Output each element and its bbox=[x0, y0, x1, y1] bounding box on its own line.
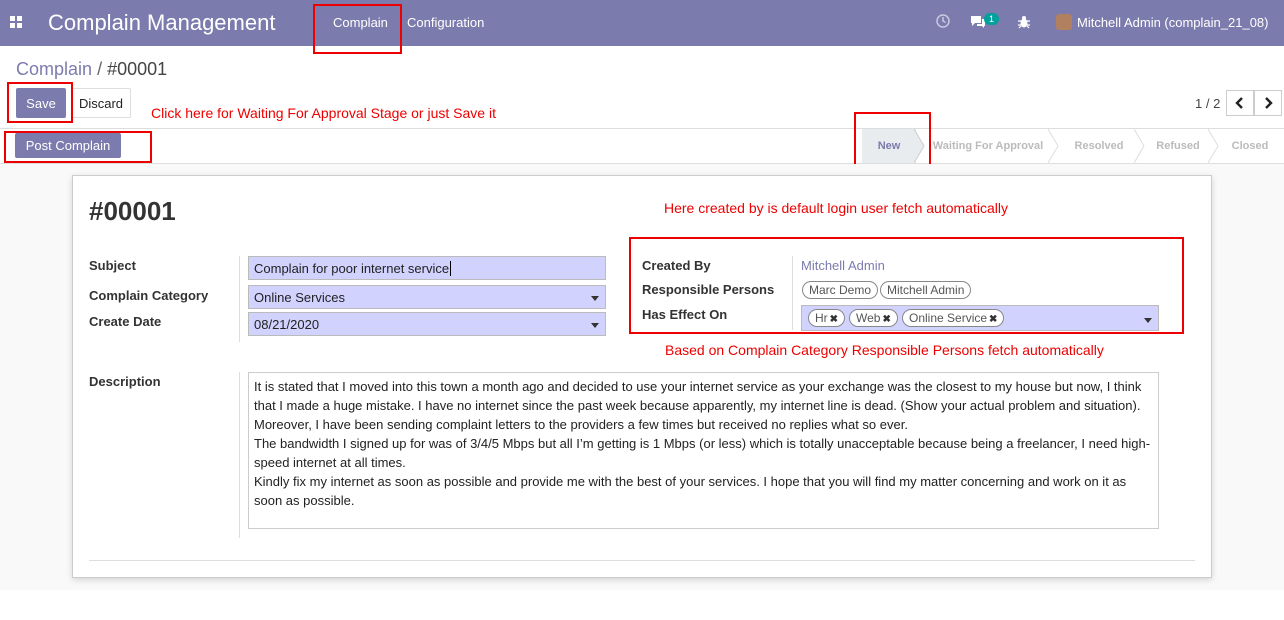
subject-input[interactable] bbox=[248, 256, 606, 280]
stage-arrow bbox=[1208, 129, 1220, 163]
category-select[interactable] bbox=[248, 285, 606, 309]
description-textarea[interactable]: It is stated that I moved into this town a month ago and decided to use your internet service as your exchange was the closest to my house but now, I think that I made a huge mistake. I have no internet since the past week because apparently, my internet line is dead. (Show your actual problem and situation). Moreover, I have been sending complaint letters to the providers a few times but received no replies what so ever. The bandwidth I signed up for was of 3/4/5 Mbps but all I’m getting is 1 Mbps (or less) which is totally unacceptable because being a freelancer, I need high-speed internet at all times. Kindly fix my internet as soon as possible and provide me with the best of your services. I hope that you will find my matter concerning and work on it as soon as possible. bbox=[248, 372, 1159, 529]
stage-arrow bbox=[1134, 129, 1146, 163]
chevron-down-icon bbox=[591, 323, 599, 328]
user-avatar[interactable] bbox=[1056, 14, 1072, 30]
field-divider bbox=[239, 256, 240, 342]
record-title: #00001 bbox=[89, 196, 176, 226]
effect-tag-label: Hr bbox=[815, 311, 828, 325]
field-divider bbox=[239, 372, 240, 538]
effect-tag[interactable] bbox=[808, 309, 845, 327]
effect-tag-label: Web bbox=[856, 311, 881, 325]
stage-arrow bbox=[914, 129, 926, 163]
responsible-tag[interactable] bbox=[880, 281, 971, 299]
post-complain-button[interactable]: Post Complain bbox=[15, 133, 121, 158]
chevron-down-icon bbox=[1144, 318, 1152, 323]
responsible-persons-label: Responsible Persons bbox=[642, 282, 775, 297]
create-date-value: 08/21/2020 bbox=[254, 317, 320, 332]
sheet-divider bbox=[89, 560, 1195, 561]
menu-configuration[interactable]: Configuration bbox=[407, 15, 485, 30]
category-label: Complain Category bbox=[89, 288, 209, 303]
stage-new[interactable]: New bbox=[862, 129, 916, 163]
pager-next-button[interactable] bbox=[1254, 90, 1282, 116]
remove-tag-icon[interactable]: ✖ bbox=[829, 314, 839, 325]
effect-tag[interactable] bbox=[849, 309, 898, 327]
responsible-tag[interactable] bbox=[802, 281, 878, 299]
stage-arrow bbox=[1048, 129, 1060, 163]
save-annotation: Click here for Waiting For Approval Stage or just Save it bbox=[151, 105, 496, 121]
breadcrumb-separator: / bbox=[97, 59, 103, 79]
user-menu[interactable]: Mitchell Admin (complain_21_08) bbox=[1077, 15, 1269, 30]
create-date-input[interactable] bbox=[248, 312, 606, 336]
menu-complain[interactable]: Complain bbox=[333, 15, 388, 30]
chatter-area bbox=[0, 590, 1284, 620]
chevron-down-icon bbox=[591, 296, 599, 301]
top-navbar bbox=[0, 0, 1284, 46]
apps-menu-icon[interactable] bbox=[10, 16, 22, 28]
created-by-link[interactable]: Mitchell Admin bbox=[801, 258, 885, 273]
remove-tag-icon[interactable]: ✖ bbox=[989, 314, 998, 325]
effect-tag-label: Online Service bbox=[909, 311, 988, 325]
stage-waiting-for-approval[interactable]: Waiting For Approval bbox=[932, 140, 1044, 152]
discard-button[interactable]: Discard bbox=[71, 88, 131, 118]
stage-resolved[interactable]: Resolved bbox=[1074, 140, 1124, 152]
chevron-left-icon bbox=[1235, 97, 1245, 109]
save-button[interactable]: Save bbox=[16, 88, 66, 118]
breadcrumb bbox=[16, 59, 167, 80]
description-label: Description bbox=[89, 374, 161, 389]
stage-closed[interactable]: Closed bbox=[1231, 140, 1269, 152]
created-by-annotation: Here created by is default login user fetch automatically bbox=[664, 200, 1008, 216]
create-date-label: Create Date bbox=[89, 314, 162, 329]
pager-value: 1 / 2 bbox=[1195, 96, 1221, 111]
remove-tag-icon[interactable]: ✖ bbox=[882, 314, 891, 325]
responsible-tag-label: Mitchell Admin bbox=[887, 283, 965, 297]
created-by-label: Created By bbox=[642, 258, 711, 273]
responsible-annotation: Based on Complain Category Responsible Persons fetch automatically bbox=[665, 342, 1104, 358]
chevron-right-icon bbox=[1263, 97, 1273, 109]
statusbar bbox=[0, 128, 1284, 164]
responsible-tag-label: Marc Demo bbox=[809, 283, 872, 297]
text-cursor bbox=[450, 261, 451, 276]
subject-value: Complain for poor internet service bbox=[254, 261, 450, 276]
bug-icon[interactable] bbox=[1018, 15, 1030, 29]
breadcrumb-complain-link[interactable]: Complain bbox=[16, 59, 93, 79]
stage-refused[interactable]: Refused bbox=[1156, 140, 1200, 152]
breadcrumb-current: #00001 bbox=[107, 59, 168, 79]
app-title: Complain Management bbox=[48, 10, 276, 35]
clock-icon[interactable] bbox=[936, 14, 950, 28]
category-value: Online Services bbox=[254, 290, 346, 305]
subject-label: Subject bbox=[89, 258, 136, 273]
effect-tag[interactable] bbox=[902, 309, 1004, 327]
field-divider bbox=[792, 256, 793, 330]
chat-count-badge: 1 bbox=[984, 13, 999, 25]
pager-previous-button[interactable] bbox=[1226, 90, 1254, 116]
has-effect-on-label: Has Effect On bbox=[642, 307, 728, 322]
